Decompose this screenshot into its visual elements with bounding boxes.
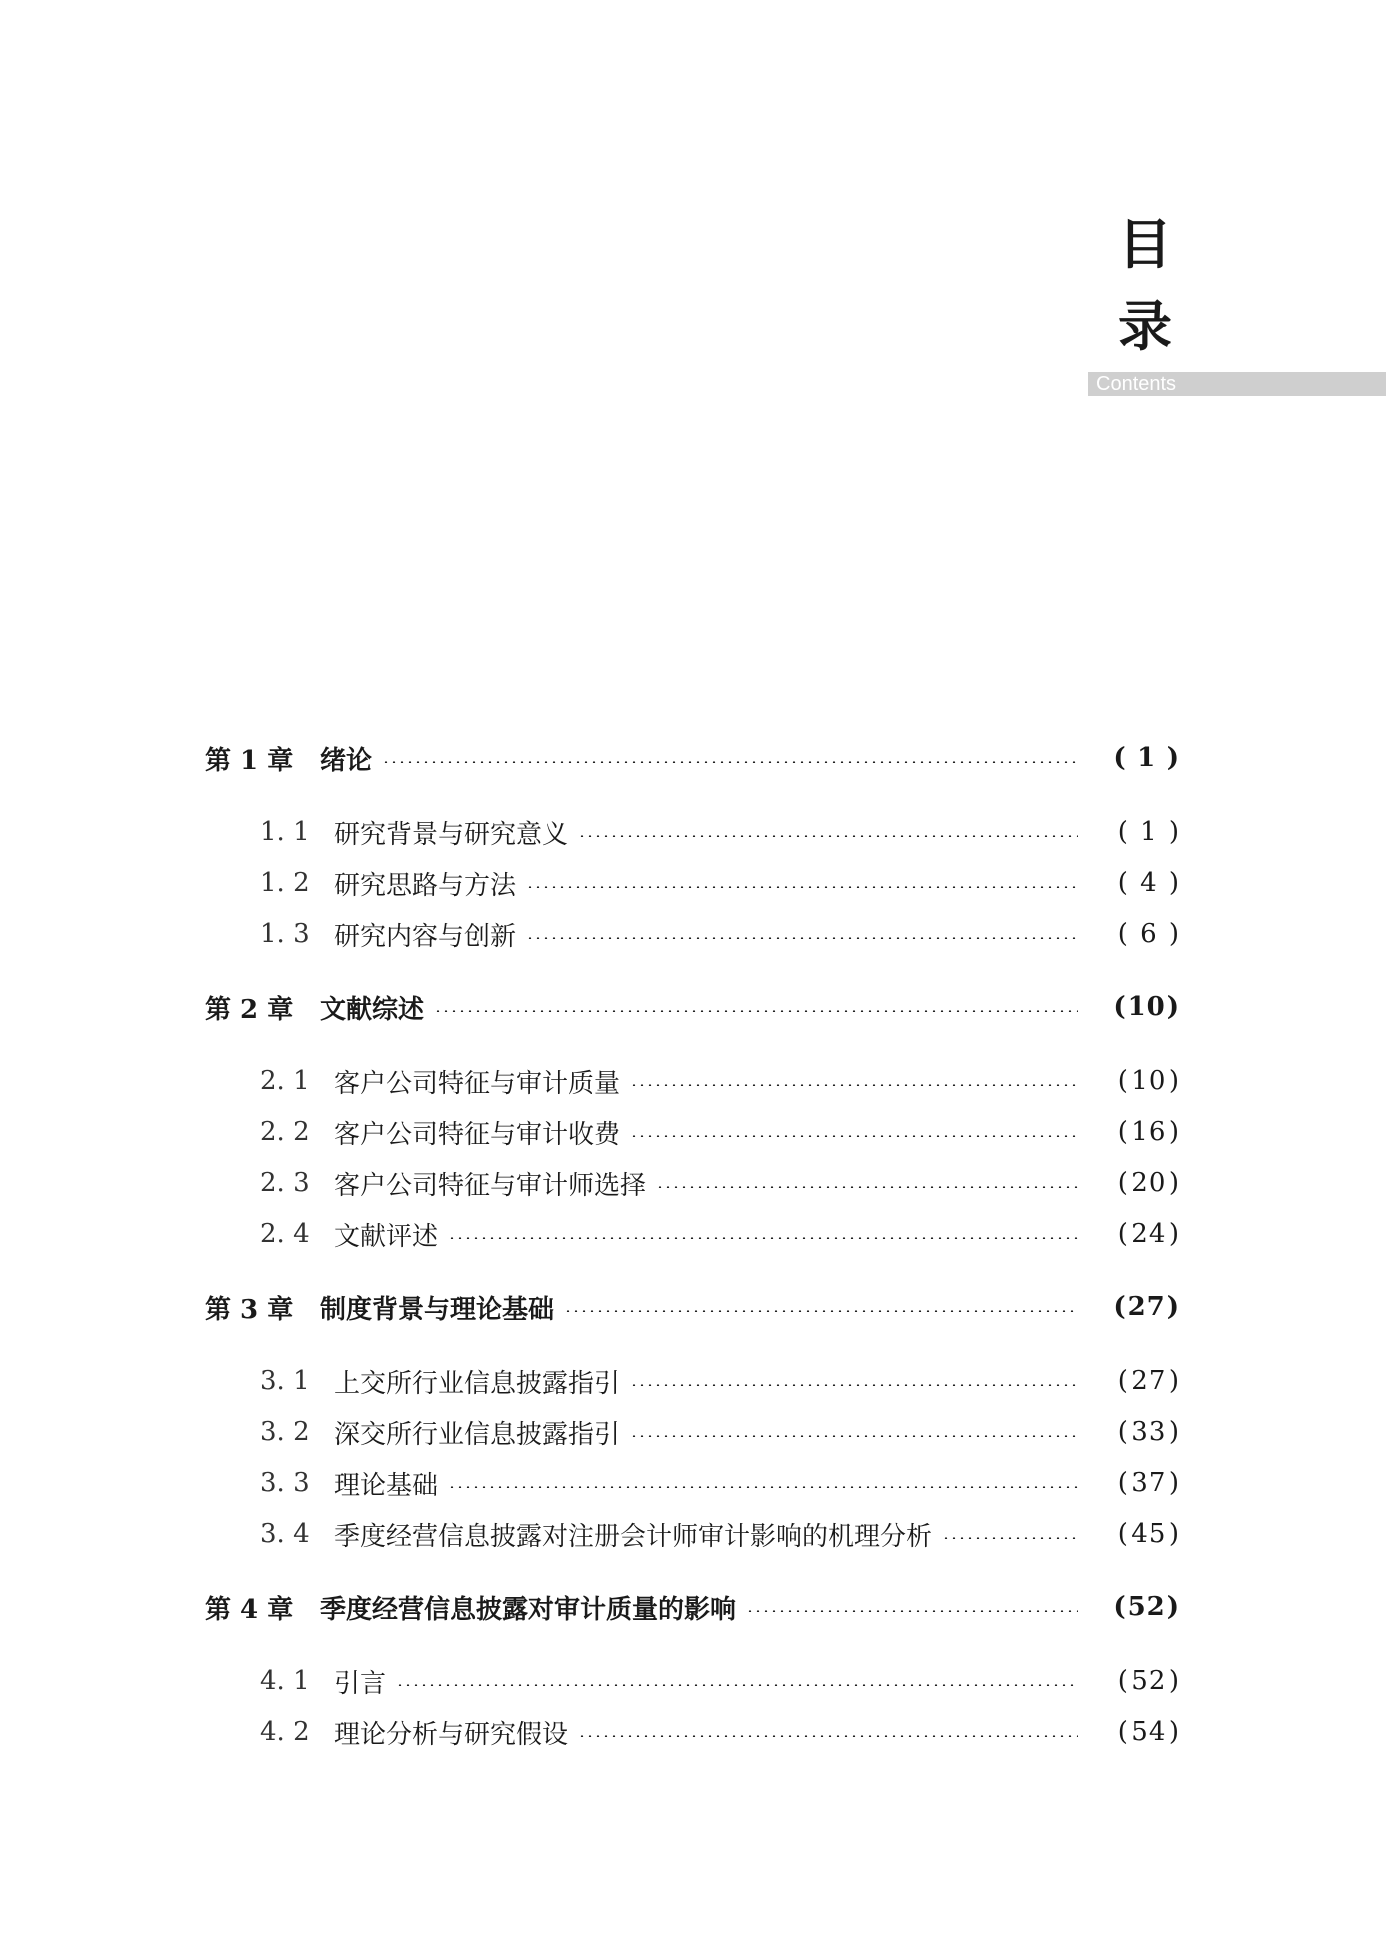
page-number: 54	[1131, 1717, 1167, 1747]
page-paren-close: )	[1168, 1366, 1180, 1396]
page-ref	[1088, 992, 1180, 1022]
dot-leader	[578, 1735, 1078, 1737]
page-number: 27	[1127, 1292, 1166, 1322]
chapter-number: 第 2 章	[205, 994, 294, 1025]
chapter-title: 制度背景与理论基础	[320, 1294, 555, 1325]
page-ref	[1088, 1168, 1180, 1198]
toc-section-row	[260, 1463, 1180, 1503]
section-number: 2. 2	[260, 1117, 310, 1147]
page-paren-open: (	[1113, 743, 1127, 773]
page-number: 24	[1131, 1219, 1167, 1249]
section-title: 理论基础	[334, 1470, 439, 1501]
page-paren-open: (	[1113, 1592, 1127, 1622]
toc-section-row	[260, 1112, 1180, 1152]
section-number: 2. 3	[260, 1168, 310, 1198]
toc-section-row	[260, 812, 1180, 852]
dot-leader	[630, 1135, 1078, 1137]
page-paren-open: (	[1117, 1168, 1129, 1198]
section-number: 4. 1	[260, 1666, 310, 1696]
page-ref	[1088, 1117, 1180, 1147]
page-number: 27	[1131, 1366, 1167, 1396]
section-number: 1. 3	[260, 919, 310, 949]
page-number: 10	[1127, 992, 1166, 1022]
section-title: 研究背景与研究意义	[334, 819, 569, 850]
page-paren-open: (	[1117, 1666, 1129, 1696]
chapter-title: 文献综述	[320, 994, 425, 1025]
page-ref	[1088, 1666, 1180, 1696]
page-paren-close: )	[1166, 1592, 1180, 1622]
page-number: 52	[1131, 1666, 1167, 1696]
section-title: 研究思路与方法	[334, 870, 517, 901]
dot-leader	[448, 1237, 1078, 1239]
page-paren-close: )	[1168, 1168, 1180, 1198]
page-number: 52	[1127, 1592, 1166, 1622]
page-ref	[1088, 868, 1180, 898]
toc-section-row	[260, 1163, 1180, 1203]
toc-chapter-row	[205, 987, 1180, 1027]
section-title: 上交所行业信息披露指引	[334, 1368, 621, 1399]
chapter-title: 绪论	[320, 745, 373, 776]
page-paren-open: (	[1117, 1717, 1129, 1747]
page-number: 4	[1140, 868, 1158, 898]
dot-leader	[382, 761, 1078, 763]
page-paren-close: )	[1168, 919, 1180, 949]
page-paren-close: )	[1168, 1717, 1180, 1747]
page-number: 1	[1140, 817, 1158, 847]
page-paren-close: )	[1168, 1666, 1180, 1696]
page-paren-close: )	[1168, 1066, 1180, 1096]
dot-leader	[526, 937, 1078, 939]
section-title: 客户公司特征与审计收费	[334, 1119, 621, 1150]
dot-leader	[656, 1186, 1078, 1188]
page-paren-close: )	[1166, 743, 1180, 773]
page-paren-open: (	[1117, 1519, 1129, 1549]
toc-chapter-row	[205, 1287, 1180, 1327]
page-number: 16	[1131, 1117, 1167, 1147]
section-title: 客户公司特征与审计质量	[334, 1068, 621, 1099]
toc-section-row	[260, 1214, 1180, 1254]
page-ref	[1088, 1292, 1180, 1322]
toc-section-row	[260, 863, 1180, 903]
chapter-number: 第 3 章	[205, 1294, 294, 1325]
dot-leader	[448, 1486, 1078, 1488]
section-title: 文献评述	[334, 1221, 439, 1252]
section-number: 2. 1	[260, 1066, 310, 1096]
page-ref	[1088, 1219, 1180, 1249]
section-number: 1. 2	[260, 868, 310, 898]
chapter-title: 季度经营信息披露对审计质量的影响	[320, 1594, 737, 1625]
contents-label: Contents	[1096, 373, 1177, 395]
section-title: 深交所行业信息披露指引	[334, 1419, 621, 1450]
page-paren-open: (	[1117, 1417, 1129, 1447]
heading-char-mu: 目	[1118, 213, 1172, 276]
page-ref	[1088, 1417, 1180, 1447]
dot-leader	[564, 1310, 1078, 1312]
toc-section-row	[260, 914, 1180, 954]
toc-section-row	[260, 1061, 1180, 1101]
page-paren-close: )	[1168, 1519, 1180, 1549]
dot-leader	[434, 1010, 1078, 1012]
page-ref	[1088, 1066, 1180, 1096]
page-paren-close: )	[1166, 1292, 1180, 1322]
page-ref	[1088, 1717, 1180, 1747]
section-number: 3. 3	[260, 1468, 310, 1498]
page-ref	[1088, 919, 1180, 949]
toc-section-row	[260, 1361, 1180, 1401]
page-paren-open: (	[1117, 1468, 1129, 1498]
section-title: 引言	[334, 1668, 387, 1699]
toc-section-row	[260, 1514, 1180, 1554]
page-ref	[1088, 1519, 1180, 1549]
page-paren-open: (	[1113, 992, 1127, 1022]
section-number: 4. 2	[260, 1717, 310, 1747]
page-ref	[1088, 1366, 1180, 1396]
page-paren-open: (	[1117, 817, 1129, 847]
toc-section-row	[260, 1661, 1180, 1701]
dot-leader	[746, 1610, 1078, 1612]
page-ref	[1088, 1592, 1180, 1622]
section-number: 3. 2	[260, 1417, 310, 1447]
page-paren-open: (	[1117, 919, 1129, 949]
heading-char-lu: 录	[1118, 295, 1172, 358]
page-paren-close: )	[1168, 868, 1180, 898]
dot-leader	[578, 835, 1078, 837]
page-paren-open: (	[1117, 1117, 1129, 1147]
dot-leader	[526, 886, 1078, 888]
page-ref	[1088, 817, 1180, 847]
page-ref	[1088, 1468, 1180, 1498]
page-paren-close: )	[1168, 817, 1180, 847]
toc-section-row	[260, 1712, 1180, 1752]
page-paren-close: )	[1168, 1117, 1180, 1147]
chapter-number: 第 1 章	[205, 745, 294, 776]
page-paren-close: )	[1168, 1417, 1180, 1447]
section-title: 客户公司特征与审计师选择	[334, 1170, 647, 1201]
section-number: 2. 4	[260, 1219, 310, 1249]
page-number: 10	[1131, 1066, 1167, 1096]
page-paren-open: (	[1117, 1219, 1129, 1249]
page-paren-close: )	[1168, 1468, 1180, 1498]
page-number: 1	[1137, 743, 1157, 773]
contents-bar	[1088, 372, 1386, 396]
dot-leader	[942, 1537, 1078, 1539]
section-number: 3. 1	[260, 1366, 310, 1396]
page-paren-open: (	[1113, 1292, 1127, 1322]
section-title: 研究内容与创新	[334, 921, 517, 952]
page-number: 37	[1131, 1468, 1167, 1498]
page-number: 45	[1131, 1519, 1167, 1549]
section-title: 季度经营信息披露对注册会计师审计影响的机理分析	[334, 1521, 933, 1552]
page-number: 33	[1131, 1417, 1167, 1447]
page-paren-close: )	[1166, 992, 1180, 1022]
chapter-number: 第 4 章	[205, 1594, 294, 1625]
page-number: 20	[1131, 1168, 1167, 1198]
page-paren-open: (	[1117, 868, 1129, 898]
toc-section-row	[260, 1412, 1180, 1452]
section-title: 理论分析与研究假设	[334, 1719, 569, 1750]
section-number: 1. 1	[260, 817, 310, 847]
toc-chapter-row	[205, 1587, 1180, 1627]
page-paren-close: )	[1168, 1219, 1180, 1249]
dot-leader	[630, 1084, 1078, 1086]
dot-leader	[396, 1684, 1078, 1686]
toc-chapter-row	[205, 738, 1180, 778]
section-number: 3. 4	[260, 1519, 310, 1549]
page-paren-open: (	[1117, 1366, 1129, 1396]
dot-leader	[630, 1435, 1078, 1437]
dot-leader	[630, 1384, 1078, 1386]
page-number: 6	[1140, 919, 1158, 949]
page-ref	[1088, 743, 1180, 773]
page-paren-open: (	[1117, 1066, 1129, 1096]
